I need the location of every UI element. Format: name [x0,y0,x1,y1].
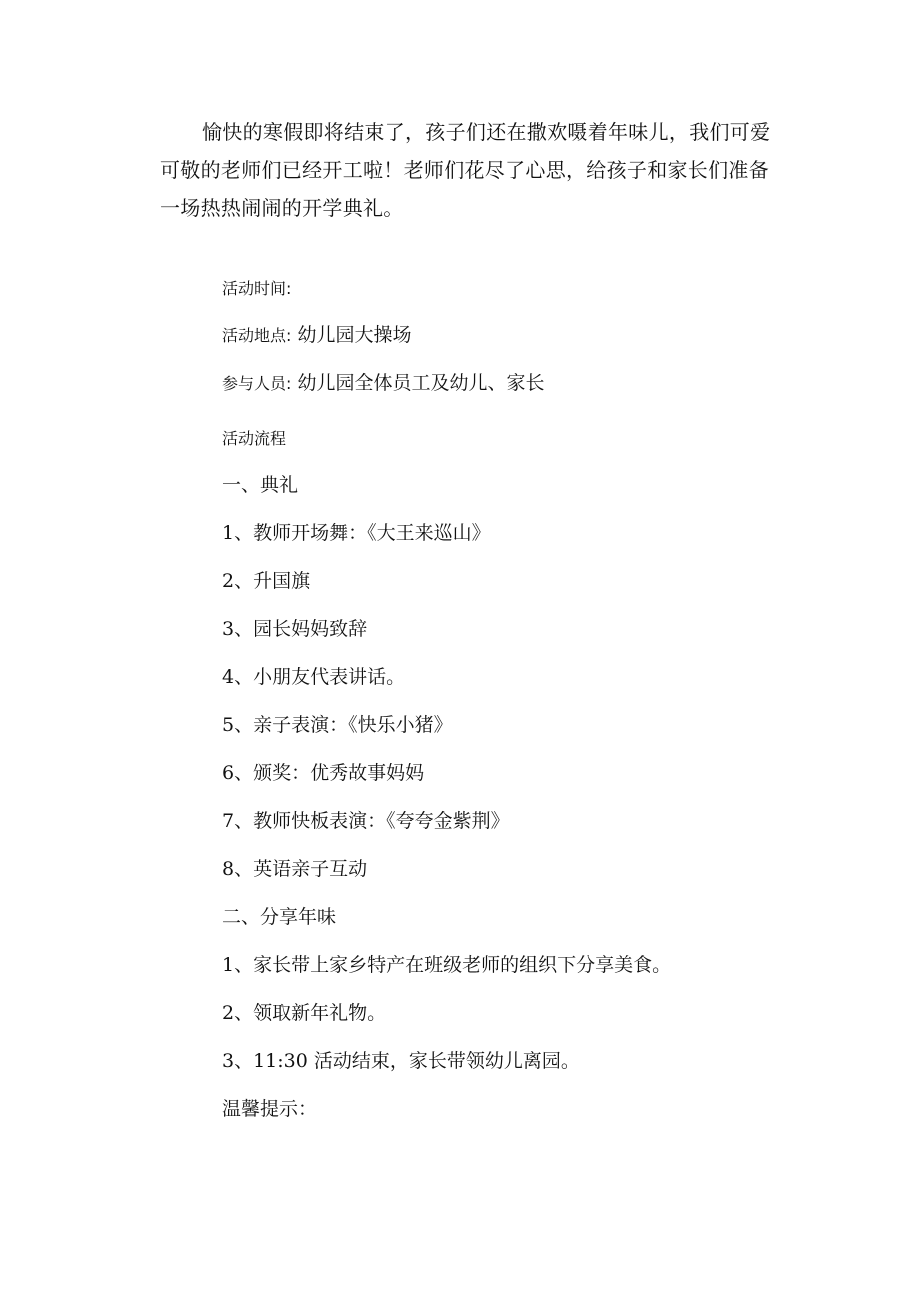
section2-item: 1、家长带上家乡特产在班级老师的组织下分享美食。 [222,954,672,976]
section1-item: 7、教师快板表演：《夸夸金紫荆》 [222,810,510,832]
section2-item: 2、领取新年礼物。 [222,1002,387,1024]
process-title: 活动流程 [222,429,287,448]
info-participants [222,368,544,395]
section1-title: 一、典礼 [222,474,299,496]
info-location-value: 幼儿园大操场 [291,324,412,346]
info-participants-label: 参与人员: [222,374,292,393]
section2-item: 3、11:30 活动结束，家长带领幼儿离园。 [222,1050,580,1072]
section1-item: 6、颁奖：优秀故事妈妈 [222,762,425,784]
section1-item: 3、园长妈妈致辞 [222,618,368,640]
info-location-label: 活动地点: [222,326,292,345]
intro-paragraph: 愉快的寒假即将结束了，孩子们还在撒欢嗫着年味儿，我们可爱可敬的老师们已经开工啦！老师们花尽了心思，给孩子和家长们准备一场热热闹闹的开学典礼。 [160,120,771,220]
section1-item: 1、教师开场舞：《大王来巡山》 [222,522,491,544]
info-location [222,320,411,347]
section1-item: 8、英语亲子互动 [222,858,368,880]
section2-title: 二、分享年味 [222,906,337,928]
tips-title: 温馨提示： [222,1098,318,1120]
section1-item: 4、小朋友代表讲话。 [222,666,406,688]
info-time [222,276,291,299]
info-time-label: 活动时间: [222,279,292,298]
info-participants-value: 幼儿园全体员工及幼儿、家长 [291,372,545,394]
section1-item: 5、亲子表演：《快乐小猪》 [222,714,453,736]
section1-item: 2、升国旗 [222,570,311,592]
